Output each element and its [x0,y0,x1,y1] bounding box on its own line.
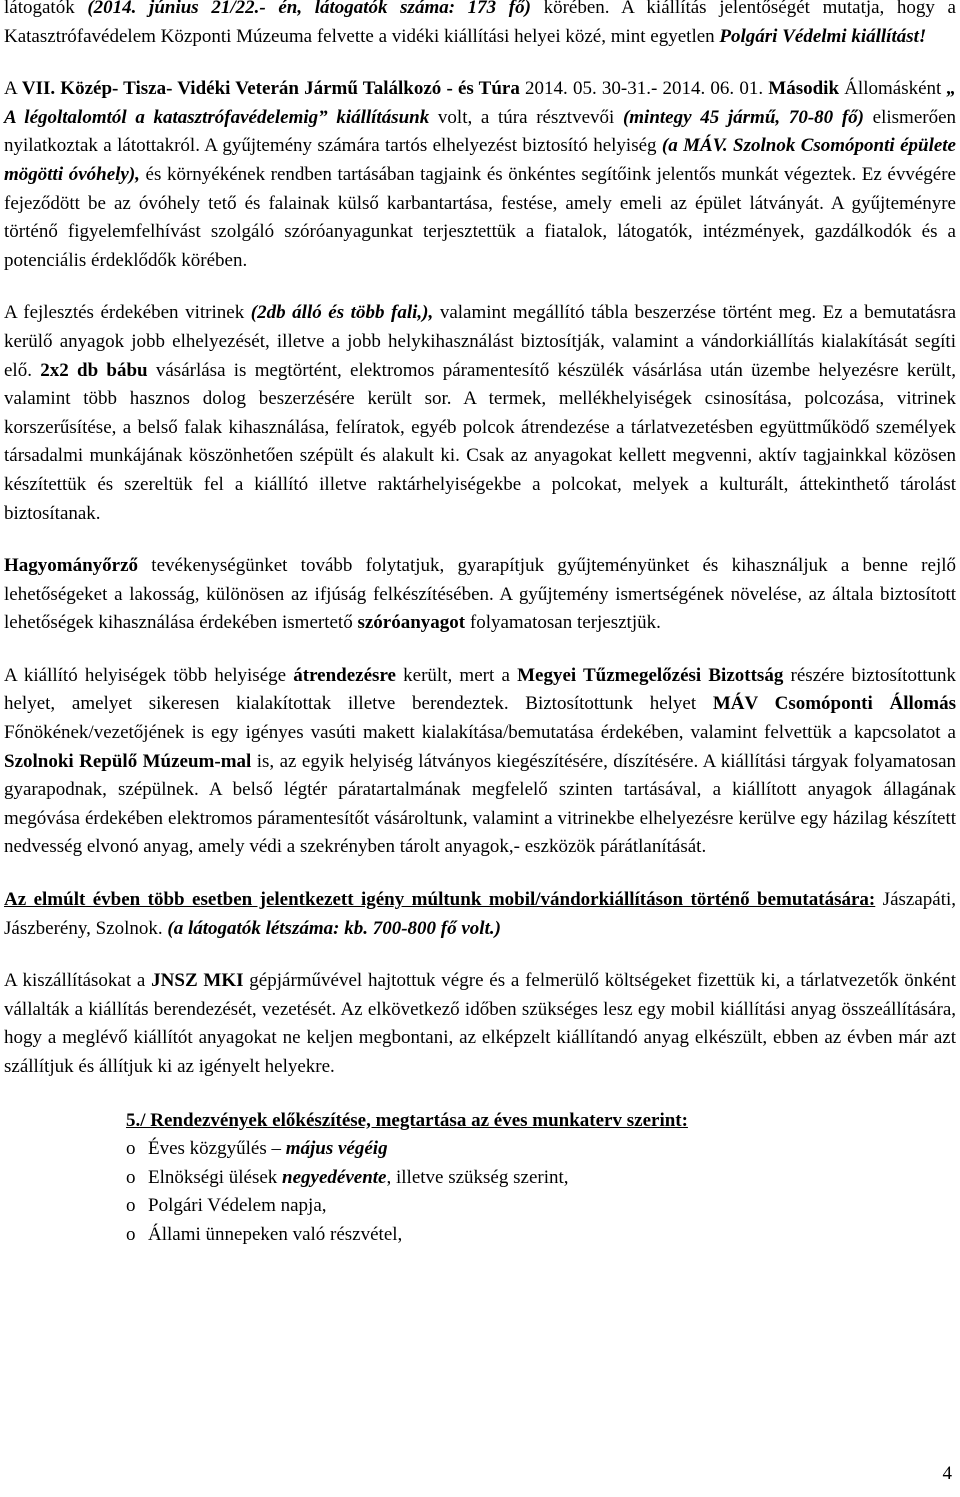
participant-count: (mintegy 45 jármű, 70-80 fő) [622,106,864,128]
paragraph-exhibition-visitors [4,0,956,51]
shelter-location: (a MÁV. Szolnok Csomóponti épülete mögötti óvóhely), [4,135,956,185]
emphasis: május végéig [285,1138,388,1160]
paragraph-mobile-exhibition [4,886,956,943]
emphasis: negyedévente [282,1166,387,1188]
text-span: , illetve szükség szerint, [386,1166,569,1188]
text-span: Polgári Védelem napja, [148,1195,327,1217]
rearrangement: átrendezésre [293,664,396,686]
paragraph-transport [4,967,956,1081]
text-span: és környékének rendben tartásában tagjaink és önkéntes segítőink jelentős munkát végeztek. Ez évvégére fejeződött be az óvóhely tető és falainak külső karbantartása, festése, amely emeli az épület látványát. A gyűjteményre történő figyelemfelhívást szolgáló szóróanyagunkat terjesztettük a fiatalok, látogatók, intézmények, gazdálkodók és a potenciális érdeklődők körében. [4,163,956,271]
document-body [4,0,956,1250]
list-item [126,1221,956,1250]
text-span: vásárlása is megtörtént, elektromos páramentesítő készülék vásárlása után üzembe helyezésre került, valamint több hasznos dolog beszerzésére került sor. A termek, mellékhelyiségek csinosítása, polcozása, vitrinek korszerűsítése, a belső falak kihasználása, felíratok, egyéb polcok átrendezése a tárlatvezetésben együttműködő személyek társadalmi munkájának köszönhetően szépült és alakult ki. Csak az anyagokat kellett megvenni, aktív tagjainkkal közösen készítettük és szereltük fel a kiállító illetve raktárhelyiségekbe a polcokat, melyek a kulturált, áttekinthető tárolást biztosítanak. [4,359,956,524]
list-item [126,1164,956,1193]
paragraph-veteran-vehicle-meeting [4,75,956,275]
locations: Jászapáti, Jászberény, Szolnok. [4,889,957,939]
text-span: Főnökének/vezetőjének is egy igényes vasúti makett kialakítása/bemutatása érdekében, valamint felvettük a kapcsolatot a [4,722,956,744]
text-span: volt, a túra résztvevői [429,106,623,128]
section-heading-events: 5./ Rendezvények előkészítése, megtartása az éves munkaterv szerint: [126,1109,688,1131]
text-span: valamint megállító tábla beszerzése történt meg. Ez a bemutatásra kerülő anyagok jobb elhelyezését, illetve a jobb helykihasználást biztosítják, valamint a vándorkiállítás kialakítását segíti elő. [4,302,957,381]
page-number: 4 [942,1463,952,1484]
text-span: Állami ünnepeken való részvétel, [148,1223,403,1245]
jnsz-mki: JNSZ MKI [151,970,244,992]
bullet-icon: o [126,1138,136,1160]
text-span: is, az egyik helyiség látványos kiegészítésére, díszítésére. A kiállítási tárgyak folyamatosan gyarapodnak, szépülnek. A belső légtér páratartalmának megfelelő szinten tartásával, a kiállított anyagok állagának megóvása érdekében elektromos páramentesítőt vásároltunk, valamint a vitrinekbe elhelyezésre kerülve egy házilag készített nedvesség elvonó anyag, amely védi a szekrényben tárolt anyagok,- eszközök párátlanítását. [4,750,957,858]
bullet-icon: o [126,1223,136,1245]
event-dates: 2014. 05. 30-31.- 2014. 06. 01. [519,78,769,100]
visitor-count-note: (2014. június 21/22.- én, látogatók száma: 173 fő) [87,0,531,18]
text-span: Éves közgyűlés – [148,1138,286,1160]
text-span: elismerően nyilatkoztak a látottakról. A gyűjtemény számára tartós elhelyezést biztosító helyiség [4,106,957,157]
text-span: körében. A kiállítás jelentőségét mutatja, hogy a Katasztrófavédelem Központi Múzeuma felvette a vidéki kiállítási helyei közé, mint egyetlen [4,0,956,47]
civil-defense-exhibition: Polgári Védelmi kiállítást! [719,25,927,47]
mobile-exhibition-lead: Az elmúlt évben több esetben jelentkezett igény múltunk mobil/vándorkiállításon történő bemutatására: [4,889,876,911]
event-name: VII. Közép- Tisza- Vidéki Veterán Jármű Találkozó - és Túra [21,78,520,100]
paragraph-rooms [4,662,956,862]
text-span: Elnökségi ülések [148,1166,283,1188]
aviation-museum: Szolnoki Repülő Múzeum-mal [4,750,252,772]
list-item [126,1192,956,1221]
bullet-icon: o [126,1166,136,1188]
list-item [126,1135,956,1164]
tradition-keeper: Hagyományőrző [4,555,139,577]
leaflet: szóróanyagot [357,612,466,634]
showcase-count: (2db álló és több fali,), [250,302,434,324]
exhibition-title: „ A légoltalomtól a katasztrófavédelemig” kiállításunk [4,78,956,128]
text-span: látogatók [4,0,88,18]
text-span: A fejlesztés érdekében vitrinek [4,302,251,324]
mannequin-count: 2x2 db bábu [40,359,148,381]
fire-prevention-committee: Megyei Tűzmegelőzési Bizottság [517,664,784,686]
text-span: A [4,78,22,100]
second-station: Második [768,78,840,100]
text-span: Állomásként [839,78,947,100]
text-span: részére biztosítottunk helyet, amelyet sikeresen kialakítottak illetve berendeztek. Biztosítottunk helyet [4,664,957,715]
events-list [4,1135,956,1249]
bullet-icon: o [126,1195,136,1217]
text-span: gépjárművével hajtottuk végre és a felmerülő költségeket fizettük ki, a tárlatvezetők önként vállalták a kiállítás berendezését, vezetését. Az elkövetkező időben szükséges lesz egy mobil kiállítási anyag összeállítására, hogy a meglévő kiállítót anyagokat ne keljen megbontani, az elképzelt kiállítandó anyag elkészült, ebben az évben már azt szállítjuk és állítjuk ki az igényelt helyekre. [4,970,956,1077]
text-span: folyamatosan terjesztjük. [465,612,661,634]
text-span: A kiszállításokat a [4,970,152,992]
text-span: tevékenységünket tovább folytatjuk, gyarapítjuk gyűjteményünket és kihasználjuk a benne rejlő lehetőségeket a lakosság, különösen az ifjúság felkészítésében. A gyűjtemény ismertségének növelése, az általa biztosított lehetőségek kihasználása érdekében ismertető [4,555,956,634]
visitor-estimate: (a látogatók létszáma: kb. 700-800 fő volt.) [167,917,501,939]
mav-station: MÁV Csomóponti Állomás [712,693,956,715]
text-span: került, mert a [395,664,518,686]
paragraph-tradition [4,552,956,638]
text-span: A kiállító helyiségek több helyisége [4,664,294,686]
paragraph-development [4,299,956,528]
